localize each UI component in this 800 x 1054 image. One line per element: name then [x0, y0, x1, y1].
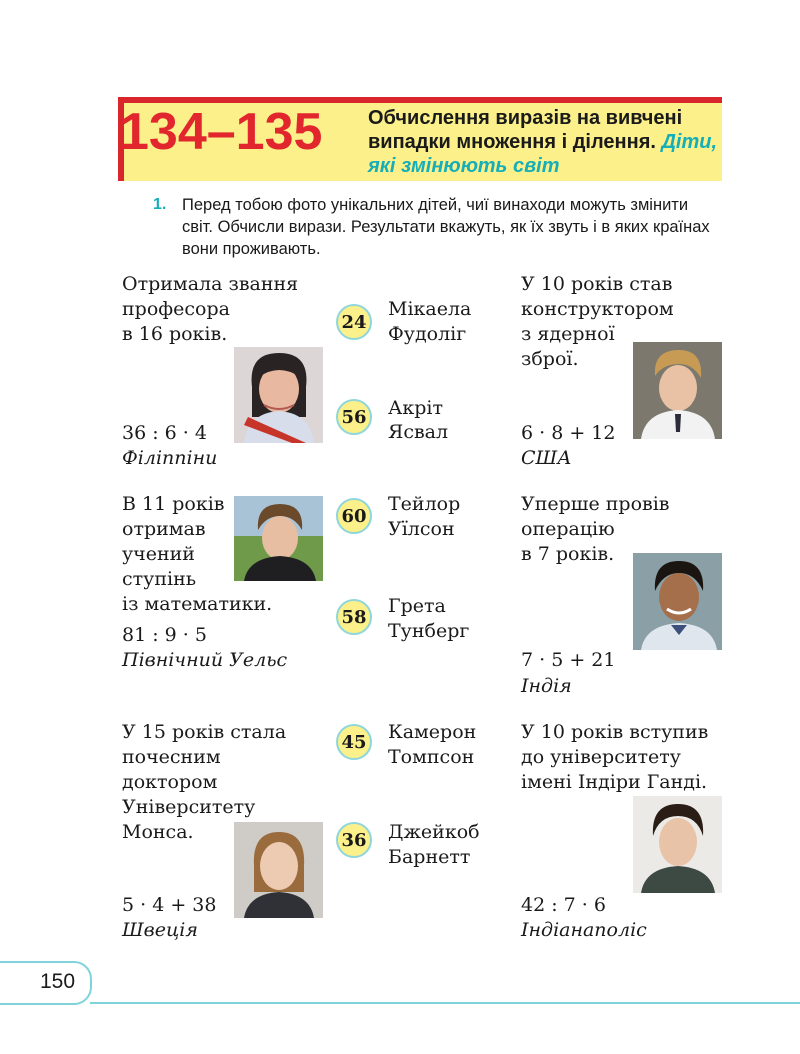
card5-country: Швеція [122, 919, 198, 941]
answer-badge: 56 [336, 399, 372, 435]
card2-country: США [521, 447, 572, 469]
photo-boy-hillside [234, 496, 323, 581]
card3-line2: отримав [122, 518, 206, 540]
task-number: 1. [153, 196, 167, 213]
answer-badge: 58 [336, 599, 372, 635]
card3-line3: учений [122, 543, 195, 565]
answer-badge: 36 [336, 822, 372, 858]
task-text: Перед тобою фото унікальних дітей, чиї винаходи можуть змінити світ. Обчисли вирази. Результати вкажуть, як їх звуть і в яких країнах вони проживають. [182, 196, 710, 258]
card6-expression: 42 : 7 · 6 [521, 894, 606, 916]
card6-line3: імені Індіри Ганді. [521, 771, 708, 793]
card4-country: Індія [521, 675, 572, 697]
card4-line3: в 7 років. [521, 543, 615, 565]
lesson-number: 134–135 [120, 103, 323, 161]
card1-line3: в 16 років. [122, 323, 228, 345]
card2-line1: У 10 років став [521, 273, 673, 295]
answer-last-name: Томпсон [388, 746, 475, 768]
answer-badge: 45 [336, 724, 372, 760]
card6-line1: У 10 років вступив [521, 721, 709, 743]
card3-line4: ступінь [122, 568, 197, 590]
photo-boy-blond [633, 342, 722, 439]
answer-badge: 24 [336, 304, 372, 340]
card4-expression: 7 · 5 + 21 [521, 649, 616, 671]
answer-first-name: Мікаела [388, 298, 472, 320]
card3-country: Північний Уельс [122, 649, 288, 671]
photo-girl-braids [234, 822, 323, 918]
card4-line1: Уперше провів [521, 493, 670, 515]
card1-country: Філіппіни [122, 447, 218, 469]
photo-boy-smiling [633, 553, 722, 650]
card1-expression: 36 : 6 · 4 [122, 422, 207, 444]
card5-line2: почесним [122, 746, 221, 768]
answer-last-name: Барнетт [388, 846, 471, 868]
answer-first-name: Акріт [388, 397, 444, 419]
card5-line3: доктором [122, 771, 218, 793]
answer-badge: 60 [336, 498, 372, 534]
card6-country: Індіанаполіс [521, 919, 647, 941]
card1-line1: Отримала звання [122, 273, 299, 295]
page-number: 150 [40, 970, 76, 993]
card2-expression: 6 · 8 + 12 [521, 422, 616, 444]
answer-first-name: Тейлор [388, 493, 461, 515]
answer-first-name: Джейкоб [388, 821, 480, 843]
answer-first-name: Грета [388, 595, 446, 617]
lesson-title-sub: Діти, які змінюють світ [368, 131, 718, 177]
card6-line2: до університету [521, 746, 681, 768]
card5-line1: У 15 років стала [122, 721, 287, 743]
card3-line1: В 11 років [122, 493, 225, 515]
card2-line2: конструктором [521, 298, 674, 320]
answer-last-name: Фудоліг [388, 323, 467, 345]
answer-first-name: Камерон [388, 721, 477, 743]
card2-line3: з ядерної [521, 323, 615, 345]
photo-boy-dark-hair [633, 796, 722, 893]
answer-last-name: Тунберг [388, 620, 470, 642]
footer-divider [90, 1002, 800, 1004]
card5-line5: Монса. [122, 821, 194, 843]
card3-line5: із математики. [122, 593, 273, 615]
lesson-title [368, 106, 718, 178]
card4-line2: операцію [521, 518, 615, 540]
photo-girl-sash [234, 347, 323, 443]
answer-last-name: Уїлсон [388, 518, 455, 540]
card5-line4: Університету [122, 796, 256, 818]
answer-last-name: Ясвал [388, 421, 449, 443]
card3-expression: 81 : 9 · 5 [122, 624, 207, 646]
card1-line2: професора [122, 298, 230, 320]
card2-line4: зброї. [521, 348, 579, 370]
card5-expression: 5 · 4 + 38 [122, 894, 217, 916]
lesson-title-main: Обчислення виразів на вивчені випадки множення і ділення. [368, 107, 683, 153]
